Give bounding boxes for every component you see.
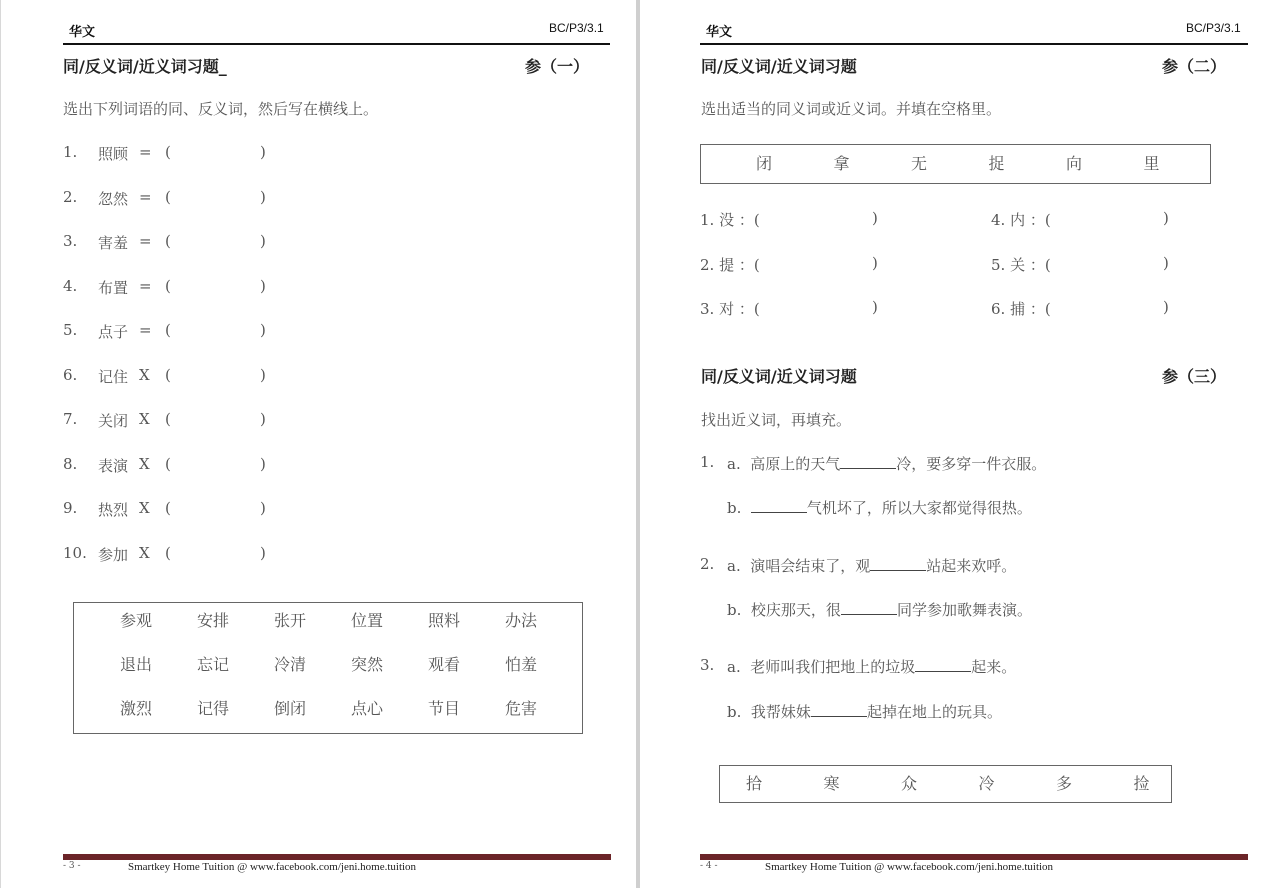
question-word: 记住 bbox=[98, 367, 129, 386]
sentence-a bbox=[727, 453, 1046, 474]
footer-page-number: - 4 - bbox=[700, 861, 718, 871]
question-row bbox=[63, 277, 323, 297]
word-bank-cell: 向 bbox=[1066, 154, 1083, 173]
paren-close: ) bbox=[1163, 209, 1169, 227]
answer-blank bbox=[870, 557, 926, 571]
question-row bbox=[63, 188, 323, 208]
question-row bbox=[991, 298, 1191, 318]
paren-close: ) bbox=[260, 365, 266, 384]
word-bank-cell: 忘记 bbox=[197, 655, 230, 674]
question-symbol: = bbox=[139, 187, 152, 206]
question-label: 5. 关 ：( bbox=[991, 255, 1051, 274]
word-bank-cell: 倒闭 bbox=[274, 699, 307, 718]
question-row bbox=[63, 232, 323, 252]
sentence-label: a. bbox=[727, 658, 741, 676]
word-bank-cell: 退出 bbox=[120, 655, 153, 674]
word-bank-cell: 拿 bbox=[833, 154, 850, 173]
paren-close: ) bbox=[1163, 298, 1169, 316]
question-label: 3. 对 ：( bbox=[700, 300, 760, 318]
question-label: 4. 内 ：( bbox=[991, 211, 1051, 229]
paren-open: ( bbox=[165, 321, 171, 339]
paren-close: ) bbox=[260, 276, 266, 295]
item-number: 2. bbox=[700, 555, 715, 573]
word-bank-cell: 冷清 bbox=[274, 655, 307, 674]
question-word: 热烈 bbox=[98, 501, 129, 519]
footer-page-number: - 3 - bbox=[63, 861, 81, 871]
sentence-label: b. bbox=[727, 499, 742, 517]
answer-blank bbox=[751, 499, 807, 513]
question-row bbox=[63, 455, 323, 475]
word-bank-cell: 参观 bbox=[120, 611, 153, 630]
header-code: BC/P3/3.1 bbox=[549, 21, 604, 35]
question-number: 7. bbox=[63, 410, 78, 428]
section3-title: 同/反义词/近义词习题 bbox=[701, 367, 857, 386]
paren-open: ( bbox=[165, 410, 171, 428]
word-bank-cell: 位置 bbox=[351, 611, 384, 630]
question-label: 2. 提 ：( bbox=[700, 255, 760, 274]
paren-open: ( bbox=[165, 143, 171, 161]
footer-bar bbox=[63, 854, 611, 860]
word-bank-cell: 记得 bbox=[197, 699, 230, 718]
item-number: 1. bbox=[700, 453, 715, 471]
question-row bbox=[63, 143, 323, 163]
question-row bbox=[700, 209, 900, 229]
question-number: 4. bbox=[63, 276, 78, 295]
sentence-a bbox=[727, 555, 1016, 576]
question-symbol: X bbox=[139, 499, 150, 517]
sentence-text: 高原上的天气 bbox=[750, 455, 841, 473]
question-number: 5. bbox=[63, 321, 78, 339]
sentence-label: a. bbox=[727, 557, 741, 575]
question-row bbox=[991, 254, 1191, 274]
word-bank-cell: 观看 bbox=[428, 655, 461, 674]
header-code: BC/P3/3.1 bbox=[1186, 21, 1241, 35]
question-number: 1. bbox=[63, 143, 78, 161]
sentence-label: a. bbox=[727, 455, 741, 473]
paren-close: ) bbox=[260, 410, 266, 428]
paren-close: ) bbox=[260, 499, 266, 517]
section2-word-bank-box bbox=[700, 144, 1211, 184]
word-bank-cell: 闭 bbox=[756, 154, 773, 173]
question-number: 9. bbox=[63, 499, 78, 517]
item-number: 3. bbox=[700, 656, 715, 674]
sentence-text: 站起来欢呼。 bbox=[926, 557, 1017, 575]
header-subject: 华文 bbox=[706, 25, 733, 40]
paren-open: ( bbox=[165, 499, 171, 517]
sentence-b bbox=[727, 599, 1032, 620]
instruction: 选出下列词语的同、反义词，然后写在横线上。 bbox=[63, 100, 379, 118]
word-bank-cell: 多 bbox=[1056, 774, 1073, 793]
question-row bbox=[63, 499, 323, 519]
paren-close: ) bbox=[260, 454, 266, 473]
word-bank-cell: 众 bbox=[901, 774, 918, 793]
question-symbol: = bbox=[139, 232, 152, 250]
sentence-text: 起来。 bbox=[971, 658, 1017, 676]
header-rule bbox=[63, 43, 610, 45]
word-bank-cell: 冷 bbox=[978, 774, 995, 793]
word-bank-cell: 办法 bbox=[505, 611, 538, 630]
header-rule bbox=[700, 43, 1248, 45]
question-number: 3. bbox=[63, 232, 78, 250]
word-bank-cell: 捉 bbox=[988, 154, 1005, 173]
question-word: 害羞 bbox=[98, 234, 129, 252]
word-bank-cell: 安排 bbox=[197, 611, 230, 630]
question-word: 表演 bbox=[98, 456, 129, 475]
paren-open: ( bbox=[165, 454, 171, 473]
sentence-text: 气机坏了，所以大家都觉得很热。 bbox=[806, 499, 1032, 517]
question-row bbox=[63, 366, 323, 386]
paren-open: ( bbox=[165, 187, 171, 206]
answer-blank bbox=[915, 658, 971, 672]
word-bank-cell: 怕羞 bbox=[505, 655, 538, 674]
paren-close: ) bbox=[872, 298, 878, 316]
sentence-text: 演唱会结束了，观 bbox=[750, 557, 871, 575]
question-word: 布置 bbox=[98, 278, 129, 297]
paren-open: ( bbox=[165, 365, 171, 384]
question-number: 6. bbox=[63, 365, 78, 384]
sentence-text: 同学参加歌舞表演。 bbox=[896, 601, 1032, 619]
section3-instruction: 找出近义词，再填充。 bbox=[701, 411, 852, 429]
word-bank-cell: 照料 bbox=[428, 611, 461, 630]
question-number: 8. bbox=[63, 454, 78, 473]
question-row bbox=[991, 209, 1191, 229]
question-row bbox=[63, 544, 323, 564]
question-row bbox=[63, 321, 323, 341]
word-bank-cell: 无 bbox=[911, 154, 928, 173]
sentence-text: 冷，要多穿一件衣服。 bbox=[896, 455, 1047, 473]
word-bank-cell: 激烈 bbox=[120, 699, 153, 718]
word-bank-cell: 张开 bbox=[274, 611, 307, 630]
question-symbol: X bbox=[139, 454, 150, 473]
right-page bbox=[640, 0, 1268, 888]
question-symbol: = bbox=[139, 321, 152, 339]
question-number: 2. bbox=[63, 187, 78, 206]
header-subject: 华文 bbox=[69, 25, 96, 40]
question-row bbox=[700, 254, 900, 274]
sentence-b bbox=[727, 497, 1032, 518]
question-word: 点子 bbox=[98, 323, 129, 341]
question-symbol: X bbox=[139, 543, 150, 562]
question-symbol: = bbox=[139, 143, 152, 161]
word-bank-cell: 点心 bbox=[351, 699, 384, 718]
sentence-label: b. bbox=[727, 601, 742, 619]
question-symbol: X bbox=[139, 365, 150, 384]
sentence-a bbox=[727, 656, 1016, 677]
question-word: 参加 bbox=[98, 545, 129, 564]
section3-ref: 参（三） bbox=[1162, 367, 1227, 386]
question-word: 关闭 bbox=[98, 412, 129, 430]
word-bank-cell: 节目 bbox=[428, 699, 461, 718]
question-number: 10. bbox=[63, 543, 87, 562]
paren-close: ) bbox=[872, 253, 878, 272]
sentence-text: 我帮妹妹 bbox=[750, 703, 811, 721]
question-word: 照顾 bbox=[98, 145, 129, 163]
answer-blank bbox=[840, 455, 896, 469]
paren-close: ) bbox=[260, 143, 266, 161]
footer-text: Smartkey Home Tuition @ www.facebook.com/jeni.home.tuition bbox=[128, 861, 417, 873]
word-bank-cell: 寒 bbox=[823, 774, 840, 793]
sentence-text: 校庆那天，很 bbox=[750, 601, 841, 619]
word-bank-cell: 里 bbox=[1143, 154, 1160, 173]
paren-close: ) bbox=[260, 321, 266, 339]
answer-blank bbox=[841, 601, 897, 615]
section3-word-bank-box bbox=[719, 765, 1172, 803]
answer-blank bbox=[811, 703, 867, 717]
section2-instruction: 选出适当的同义词或近义词。并填在空格里。 bbox=[701, 100, 1002, 118]
sentence-text: 起掉在地上的玩具。 bbox=[866, 703, 1002, 721]
word-bank-cell: 危害 bbox=[505, 699, 538, 718]
paren-close: ) bbox=[260, 543, 266, 562]
question-label: 6. 捕 ：( bbox=[991, 300, 1051, 318]
paren-close: ) bbox=[1163, 253, 1169, 272]
paren-open: ( bbox=[165, 232, 171, 250]
sentence-b bbox=[727, 701, 1002, 722]
question-row bbox=[700, 298, 900, 318]
paren-open: ( bbox=[165, 276, 171, 295]
word-bank-cell: 拾 bbox=[746, 774, 763, 793]
section2-ref: 参（二） bbox=[1162, 57, 1227, 76]
paren-close: ) bbox=[260, 187, 266, 206]
footer-text: Smartkey Home Tuition @ www.facebook.com/jeni.home.tuition bbox=[765, 861, 1054, 873]
question-symbol: X bbox=[139, 410, 150, 428]
question-label: 1. 没 ：( bbox=[700, 211, 760, 229]
paren-open: ( bbox=[165, 543, 171, 562]
word-bank-cell: 突然 bbox=[351, 655, 384, 674]
word-bank-cell: 捡 bbox=[1133, 774, 1150, 793]
question-symbol: = bbox=[139, 276, 152, 295]
sentence-text: 老师叫我们把地上的垃圾 bbox=[750, 658, 916, 676]
paren-close: ) bbox=[260, 232, 266, 250]
word-bank-box bbox=[73, 602, 583, 734]
sentence-label: b. bbox=[727, 703, 742, 721]
paren-close: ) bbox=[872, 209, 878, 227]
footer-bar bbox=[700, 854, 1248, 860]
question-row bbox=[63, 410, 323, 430]
section2-title: 同/反义词/近义词习题 bbox=[701, 57, 857, 76]
section-title: 同/反义词/近义词习题_ bbox=[63, 57, 227, 76]
section-ref: 参（一） bbox=[525, 57, 590, 76]
question-word: 忽然 bbox=[98, 189, 129, 208]
